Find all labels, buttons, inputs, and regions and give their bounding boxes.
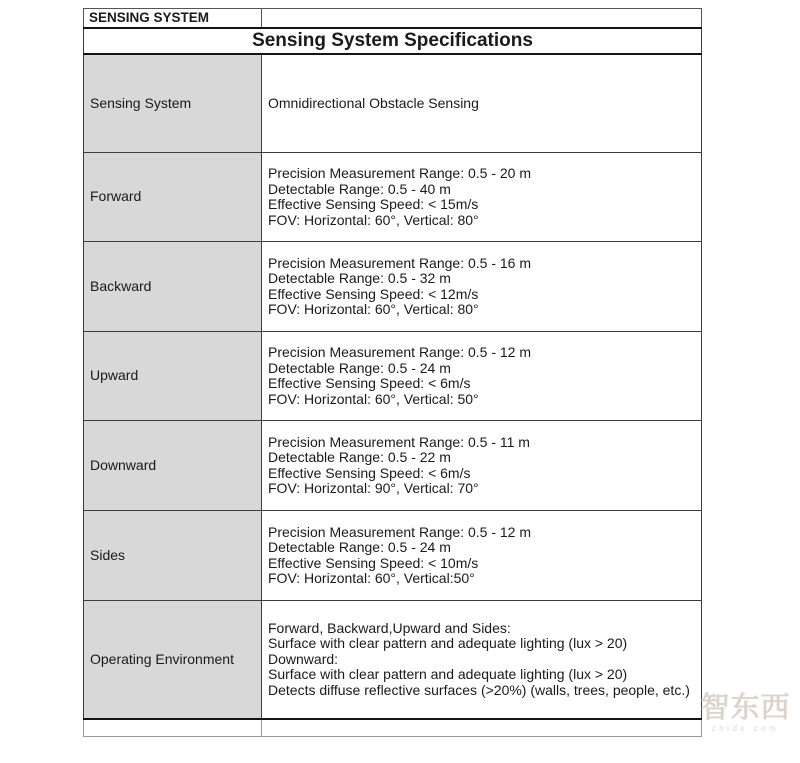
row-label: Upward: [84, 332, 262, 421]
spec-line: FOV: Horizontal: 60°, Vertical: 50°: [268, 390, 479, 407]
spec-line: Surface with clear pattern and adequate lighting (lux > 20): [268, 666, 628, 682]
spec-line: FOV: Horizontal: 90°, Vertical: 70°: [268, 480, 479, 496]
spec-row: [84, 332, 702, 421]
spec-line: Detectable Range: 0.5 - 24 m: [268, 539, 451, 555]
table-head: [84, 9, 702, 54]
spec-line: Detectable Range: 0.5 - 40 m: [268, 180, 451, 197]
spec-row: [84, 511, 702, 601]
spec-line: Downward:: [268, 650, 339, 667]
spec-row: [84, 242, 702, 332]
header-strip-empty-cell: [262, 9, 702, 28]
spec-line: Precision Measurement Range: 0.5 - 11 m: [268, 433, 530, 450]
spec-line: FOV: Horizontal: 60°, Vertical: 80°: [268, 211, 479, 228]
spec-line: Precision Measurement Range: 0.5 - 12 m: [268, 523, 532, 540]
spec-line: Surface with clear pattern and adequate lighting (lux > 20): [268, 635, 628, 651]
row-label: Sides: [84, 511, 262, 601]
watermark: [693, 693, 798, 733]
table-title: Sensing System Specifications: [84, 28, 702, 54]
row-content: [262, 332, 702, 421]
spec-line: FOV: Horizontal: 60°, Vertical:50°: [268, 570, 475, 586]
spec-row: [84, 153, 702, 242]
empty-bottom-row: [84, 719, 702, 737]
spec-line: Precision Measurement Range: 0.5 - 16 m: [268, 254, 532, 271]
spec-line: Precision Measurement Range: 0.5 - 12 m: [268, 344, 532, 360]
title-row: [84, 28, 702, 54]
spec-line: Detectable Range: 0.5 - 24 m: [268, 359, 451, 376]
row-content: [262, 153, 702, 242]
row-label: Forward: [84, 153, 262, 242]
sensing-system-spec-table: [83, 8, 702, 737]
empty-bottom-content-cell: [262, 719, 702, 737]
spec-row: [84, 54, 702, 153]
row-label: Operating Environment: [84, 601, 262, 719]
table-foot: [84, 719, 702, 737]
spec-row: [84, 421, 702, 511]
row-content: [262, 421, 702, 511]
spec-line: Effective Sensing Speed: < 12m/s: [268, 285, 479, 302]
row-label: Sensing System: [84, 54, 262, 153]
spec-line: Detectable Range: 0.5 - 22 m: [268, 449, 451, 465]
spec-line: Detects diffuse reflective surfaces (>20%) (walls, trees, people, etc.): [268, 681, 690, 698]
spec-line: FOV: Horizontal: 60°, Vertical: 80°: [268, 301, 479, 317]
row-content: [262, 54, 702, 153]
row-content: [262, 242, 702, 332]
spec-line: Forward, Backward,Upward and Sides:: [268, 619, 511, 636]
header-strip-label: SENSING SYSTEM: [84, 9, 262, 28]
row-label: Backward: [84, 242, 262, 332]
empty-bottom-label-cell: [84, 719, 262, 737]
header-strip-row: [84, 9, 702, 28]
spec-row: [84, 601, 702, 719]
row-content: [262, 511, 702, 601]
watermark-url-text: zhidx.com: [711, 724, 780, 733]
spec-line: Effective Sensing Speed: < 6m/s: [268, 464, 471, 481]
watermark-logo-text: 智东西: [700, 692, 791, 724]
table-body: [84, 54, 702, 719]
row-label: Downward: [84, 421, 262, 511]
spec-line: Effective Sensing Speed: < 6m/s: [268, 375, 471, 391]
spec-line: Effective Sensing Speed: < 15m/s: [268, 196, 479, 212]
spec-line: Precision Measurement Range: 0.5 - 20 m: [268, 165, 532, 181]
spec-line: Detectable Range: 0.5 - 32 m: [268, 270, 451, 286]
spec-line: Effective Sensing Speed: < 10m/s: [268, 554, 479, 571]
row-content: [262, 601, 702, 719]
spec-line: Omnidirectional Obstacle Sensing: [268, 94, 479, 111]
